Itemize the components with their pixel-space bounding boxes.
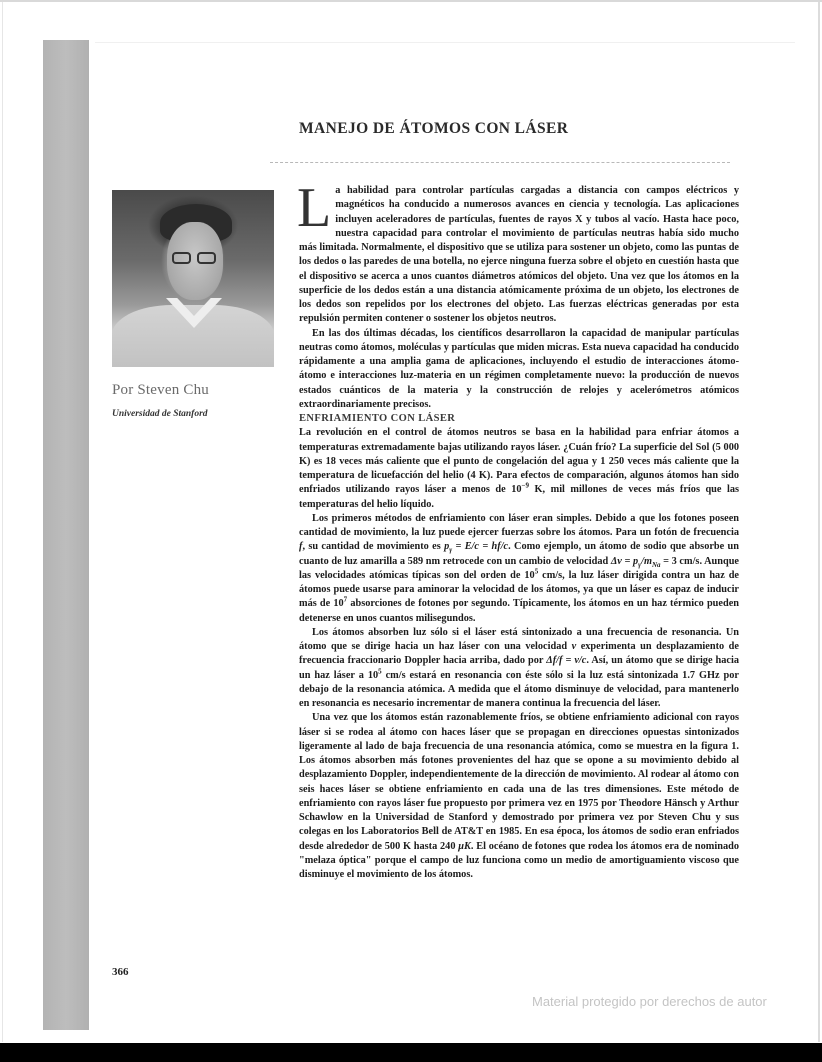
author-photo [112,190,274,367]
faint-top-rule [95,42,795,43]
author-affiliation: Universidad de Stanford [112,409,208,419]
copyright-watermark: Material protegido por derechos de autor [532,994,767,1009]
section-paragraph-3: Los átomos absorben luz sólo si el láser está sintonizado a una frecuencia de resonancia. Un átomo que se dirige hacia un haz láser con una velocidad v experimenta un desplazamiento de frecuencia fraccionario Doppler hacia arriba, dado por Δf/f = v/c. Así, un átomo que se dirige hacia un haz láser a $10^5$ cm/s estará en resonancia con éste sólo si la luz está sintonizada 1.7 GHz por debajo de la resonancia atómica. A medida que el átomo disminuye de velocidad, para mantenerlo en resonancia es necesario incrementar de manera continua la frecuencia del láser. [299,626,739,709]
section-paragraph-4: Una vez que los átomos están razonablemente fríos, se obtiene enfriamiento adicional con rayos láser si se rodea al átomo con haces láser que se propagan en direcciones opuestas sintonizados ligeramente al lado de baja frecuencia de una resonancia atómica, como se muestra en la figura 1. Los átomos absorben más fotones provenientes del haz que se opone a su movimiento debido al desplazamiento Doppler, independientemente de la dirección de movimiento. Al rodear al átomo con seis haces láser se obtiene enfriamiento en cada una de las tres dimensiones. Este método de enfriamiento con rayos láser fue propuesto por primera vez en 1975 por Theodore Hänsch y Arthur Schawlow en la Universidad de Stanford y demostrado por primera vez por Steven Chu y sus colegas en los Laboratorios Bell de AT&T en 1985. En esa época, los átomos de sodio eran enfriados desde alrededor de 500 K hasta 240 μK. El océano de fotones que rodea los átomos era de nominado "melaza óptica" porque el campo de luz funciona como un medio de amortiguamiento viscoso que disminuye el movimiento de los átomos. [299,712,739,880]
section-heading: ENFRIAMIENTO CON LÁSER [299,413,456,424]
intro-paragraph-1: La habilidad para controlar partículas cargadas a distancia con campos eléctricos y magnéticos ha conducido a numerosos avances en ciencia y tecnología. Las aplicaciones incluyen aceleradores de partículas, fuentes de rayos X y tubos al vacío. Hasta hace poco, nuestra capacidad para controlar el movimiento de partículas neutras había sido mucho más limitada. Normalmente, el dispositivo que se utiliza para sostener un objeto, como las puntas de los dedos o las paredes de una botella, no ejerce ninguna fuerza sobre el objeto en cuestión hasta que el dispositivo se acerca a unos cuantos diámetros atómicos del objeto. Una vez que los átomos en la superficie de los dedos están a una distancia atómicamente próxima de un objeto, los electrones de los dedos son repelidos por los electrones del objeto. Las fuerzas eléctricas generadas por esta repulsión permiten contener o sostener los objetos neutros. [297,177,739,325]
page-frame-right [818,2,820,1042]
article-body [297,177,740,882]
drop-cap: L [297,177,332,239]
page-frame-top [0,0,822,2]
title-divider [270,162,730,163]
page-margin-band [43,40,89,1030]
intro-paragraph-2: En las dos últimas décadas, los científicos desarrollaron la capacidad de manipular partículas neutras como átomos, moléculas y partículas que miden micras. Esta nueva capacidad ha conducido rápidamente a una amplia gama de aplicaciones, incluyendo el estudio de interacciones átomo-átomo e interacciones luz-materia en un régimen completamente nuevo: la producción de nuevos estados cuánticos de la materia y la construcción de relojes y acelerómetros atómicos extraordinariamente precisos. [299,327,739,410]
author-byline: Por Steven Chu [112,382,209,398]
screen-bottom-bar [0,1043,822,1062]
photo-glasses [172,252,218,265]
article-title: MANEJO DE ÁTOMOS CON LÁSER [299,120,569,137]
section-paragraph-2: Los primeros métodos de enfriamiento con láser eran simples. Debido a que los fotones poseen cantidad de movimiento, la luz puede ejercer fuerzas sobre los átomos. Para un fotón de frecuencia f, su cantidad de movimiento es $p_\gamma = E/c = hf/c$. Como ejemplo, un átomo de sodio que absorbe un cuanto de luz amarilla a 589 nm retrocede con un cambio de velocidad $\Delta v = p_\gamma/m_{Na} = 3$ cm/s. Aunque las velocidades atómicas típicas son del orden de $10^5$ cm/s, la luz láser dirigida contra un haz de átomos puede usarse para aminorar la velocidad de los átomos, ya que un láser es capaz de inducir más de $10^7$ absorciones de fotones por segundo. Típicamente, los átomos en un haz térmico pueden detenerse en unos cuantos milisegundos. [299,512,740,624]
section-paragraph-1: La revolución en el control de átomos neutros se basa en la habilidad para enfriar átomos a temperaturas extremadamente bajas utilizando rayos láser. ¿Cuán frío? La superficie del Sol (5 000 K) es 18 veces más caliente que el punto de congelación del agua y 1 250 veces más caliente que la temperatura de licuefacción del helio (4 K). Para efectos de comparación, algunos átomos han sido enfriados utilizando rayos láser a menos de $10^{-9}$ K, mil millones de veces más fríos que las temperaturas del helio líquido. [299,427,739,510]
photo-shirt [112,305,274,367]
page-frame-left [2,2,3,1042]
page-number: 366 [112,966,129,978]
